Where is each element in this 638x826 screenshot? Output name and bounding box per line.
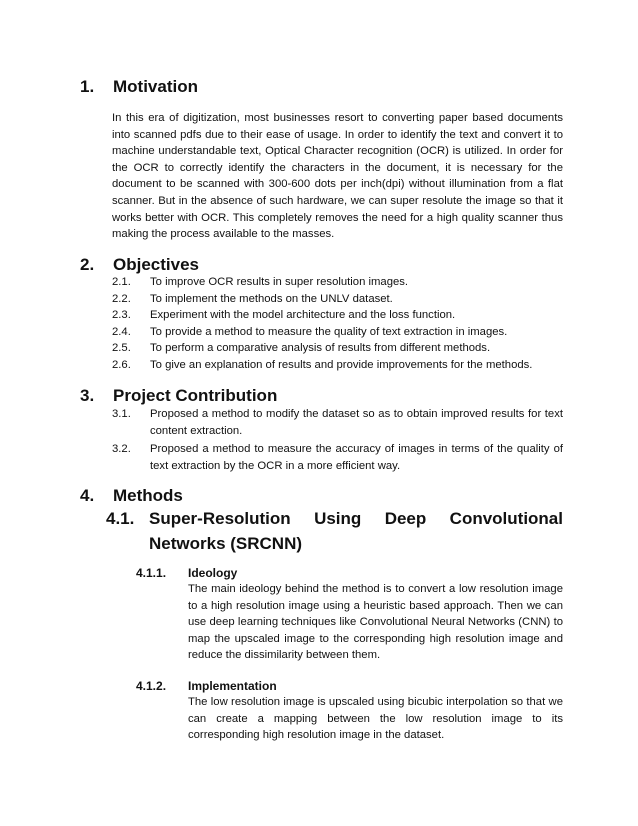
item-text: Experiment with the model architecture and the loss function. — [150, 309, 456, 322]
subsection-number: 4.1.2. — [136, 679, 167, 693]
item-text: To give an explanation of results and provide improvements for the methods. — [150, 358, 533, 371]
motivation-paragraph: In this era of digitization, most businesses resort to converting paper based documents into scanned pdfs due to their ease of usage. In order to identify the text and convert it to machine understandable text, Optical Character recognition (OCR) is utilized. In order for the OCR to correctly identify the characters in the document, it is necessary for the document to be scanned with 300-600 dots per inch(dpi) without illumination from a flat scanner. But in the absence of such hardware, we can super resolute the image so that it works better with OCR. This completely removes the need for a high quality scanner thus making the process available to the masses. — [112, 112, 563, 241]
list-item — [112, 340, 563, 357]
subsection-number: 4.1.1. — [136, 566, 167, 580]
ideology-paragraph: The main ideology behind the method is to convert a low resolution image to a high resolution image using a heuristic based approach. Then we can use deep learning techniques like Convolutional Neural Networks (CNN) to map the upscaled image to the corresponding high resolution image and reduce the dissimilarity between them. — [188, 583, 563, 662]
item-text: To implement the methods on the UNLV dataset. — [150, 292, 393, 305]
objectives-list — [112, 274, 563, 374]
heading-number: 3. — [80, 386, 95, 405]
item-number: 2.6. — [112, 358, 131, 371]
list-item — [112, 307, 563, 324]
list-item — [112, 291, 563, 308]
subheading-number: 4.1. — [106, 509, 135, 528]
item-number: 2.1. — [112, 276, 131, 288]
implementation-paragraph: The low resolution image is upscaled using bicubic interpolation so that we can create a mapping between the low resolution image to its corresponding high resolution image in the dataset. — [188, 696, 563, 742]
item-number: 3.2. — [112, 443, 131, 456]
heading-title: Methods — [113, 486, 183, 505]
list-item — [112, 406, 563, 439]
list-item — [112, 274, 563, 291]
list-item — [112, 441, 563, 474]
heading-title: Project Contribution — [113, 386, 278, 405]
heading-number: 1. — [80, 77, 95, 96]
item-text: Proposed a method to modify the dataset so as to obtain improved results for text content extraction. — [150, 408, 563, 437]
item-number: 2.4. — [112, 325, 131, 338]
item-text: Proposed a method to measure the accuracy of images in terms of the quality of text extraction by the OCR in a more efficient way. — [150, 443, 563, 472]
subheading-srcnn — [106, 506, 563, 556]
heading-title: Motivation — [113, 77, 198, 96]
subsection-title: Ideology — [188, 566, 238, 580]
heading-number: 4. — [80, 486, 95, 505]
item-text: To provide a method to measure the quality of text extraction in images. — [150, 325, 508, 338]
item-text: To improve OCR results in super resolution images. — [150, 276, 409, 288]
item-text: To perform a comparative analysis of results from different methods. — [150, 342, 491, 355]
item-number: 2.5. — [112, 342, 131, 355]
item-number: 2.3. — [112, 309, 131, 322]
item-number: 3.1. — [112, 408, 131, 420]
contribution-list — [112, 406, 563, 474]
heading-title: Objectives — [113, 255, 199, 274]
section-ideology — [136, 566, 563, 664]
list-item — [112, 357, 563, 374]
subheading-title: Super-Resolution Using Deep Convolutional Networks (SRCNN) — [149, 509, 563, 553]
list-item — [112, 324, 563, 341]
subsection-title: Implementation — [188, 679, 277, 693]
item-number: 2.2. — [112, 292, 131, 305]
section-implementation — [136, 679, 563, 744]
heading-number: 2. — [80, 255, 95, 274]
